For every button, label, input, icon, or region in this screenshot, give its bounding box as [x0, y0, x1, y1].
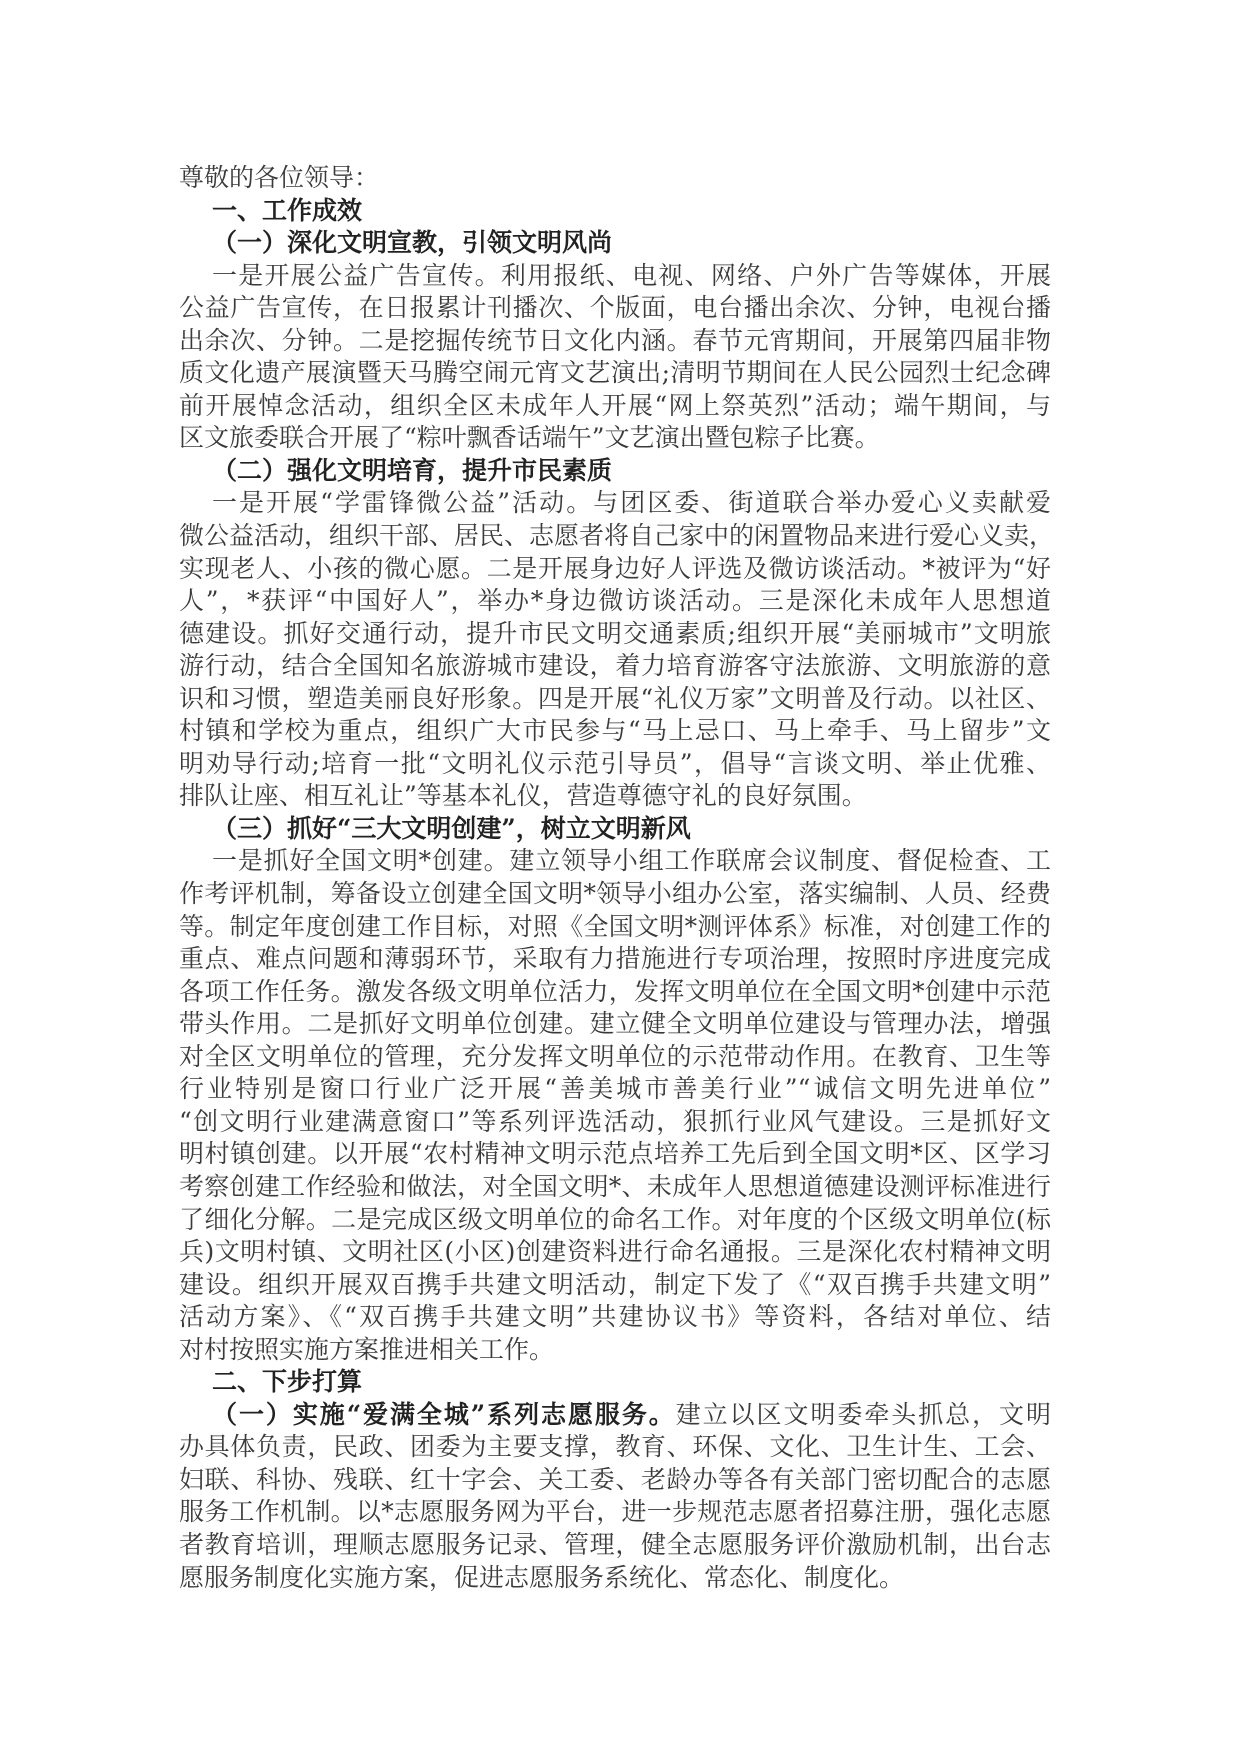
paragraph-line: 了细化分解。二是完成区级文明单位的命名工作。对年度的个区级文明单位(标 — [179, 1204, 1051, 1234]
paragraph-line: 重点、难点问题和薄弱环节，采取有力措施进行专项治理，按照时序进度完成 — [179, 944, 1051, 974]
paragraph-line: 等。制定年度创建工作目标，对照《全国文明*测评体系》标准，对创建工作的 — [179, 911, 1051, 941]
salutation: 尊敬的各位领导： — [179, 163, 380, 192]
paragraph-line: 一是抓好全国文明*创建。建立领导小组工作联席会议制度、督促检查、工 — [212, 846, 1051, 876]
paragraph-line: 带头作用。二是抓好文明单位创建。建立健全文明单位建设与管理办法，增强 — [179, 1009, 1051, 1039]
paragraph-text: 建立以区文明委牵头抓总，文明 — [675, 1399, 1051, 1429]
paragraph-line: 愿服务制度化实施方案，促进志愿服务系统化、常态化、制度化。 — [179, 1562, 905, 1592]
paragraph-line: 实现老人、小孩的微心愿。二是开展身边好人评选及微访谈活动。*被评为“好 — [179, 553, 1051, 583]
paragraph-line: 微公益活动，组织干部、居民、志愿者将自己家中的闲置物品来进行爱心义卖， — [179, 521, 1055, 551]
subsection-heading: （三）抓好“三大文明创建”，树立文明新风 — [212, 813, 691, 843]
document-body — [179, 162, 1055, 1594]
paragraph-line: 建设。组织开展双百携手共建文明活动，制定下发了《“双百携手共建文明” — [179, 1269, 1051, 1299]
paragraph-line: 质文化遗产展演暨天马腾空闹元宵文艺演出;清明节期间在人民公园烈士纪念碑 — [179, 358, 1051, 388]
paragraph-line — [179, 1399, 1051, 1432]
subsection-heading: （二）强化文明培育，提升市民素质 — [212, 455, 613, 485]
paragraph-line: 人”，*获评“中国好人”，举办*身边微访谈活动。三是深化未成年人思想道 — [179, 586, 1051, 616]
paragraph-line: 区文旅委联合开展了“粽叶飘香话端午”文艺演出暨包粽子比赛。 — [179, 423, 880, 453]
paragraph-line: 识和习惯，塑造美丽良好形象。四是开展“礼仪万家”文明普及行动。以社区、 — [179, 683, 1051, 713]
paragraph-line: 一是开展公益广告宣传。利用报纸、电视、网络、户外广告等媒体，开展 — [212, 260, 1051, 290]
paragraph-line: 对全区文明单位的管理，充分发挥文明单位的示范带动作用。在教育、卫生等 — [179, 1041, 1051, 1071]
paragraph-line: 排队让座、相互礼让”等基本礼仪，营造尊德守礼的良好氛围。 — [179, 781, 867, 811]
paragraph-line: 明劝导行动;培育一批“文明礼仪示范引导员”，倡导“言谈文明、举止优雅、 — [179, 748, 1051, 778]
paragraph-line: 村镇和学校为重点，组织广大市民参与“马上忌口、马上牵手、马上留步”文 — [179, 716, 1051, 746]
paragraph-line: 各项工作任务。激发各级文明单位活力，发挥文明单位在全国文明*创建中示范 — [179, 976, 1051, 1006]
paragraph-line: 明村镇创建。以开展“农村精神文明示范点培养工先后到全国文明*区、区学习 — [179, 1139, 1051, 1169]
paragraph-line: 公益广告宣传，在日报累计刊播次、个版面，电台播出余次、分钟，电视台播 — [179, 293, 1051, 323]
paragraph-line: “创文明行业建满意窗口”等系列评选活动，狠抓行业风气建设。三是抓好文 — [179, 1106, 1051, 1136]
paragraph-line: 行业特别是窗口行业广泛开展“善美城市善美行业”“诚信文明先进单位” — [179, 1074, 1051, 1104]
paragraph-line: 游行动，结合全国知名旅游城市建设，着力培育游客守法旅游、文明旅游的意 — [179, 651, 1051, 681]
subsection-heading: （一）深化文明宣教，引领文明风尚 — [212, 228, 613, 258]
paragraph-line: 服务工作机制。以*志愿服务网为平台，进一步规范志愿者招募注册，强化志愿 — [179, 1497, 1051, 1527]
paragraph-line: 者教育培训，理顺志愿服务记录、管理，健全志愿服务评价激励机制，出台志 — [179, 1529, 1051, 1559]
paragraph-line: 德建设。抓好交通行动，提升市民文明交通素质;组织开展“美丽城市”文明旅 — [179, 618, 1051, 648]
paragraph-line: 考察创建工作经验和做法，对全国文明*、未成年人思想道德建设测评标准进行 — [179, 1171, 1051, 1201]
paragraph-line: 前开展悼念活动，组织全区未成年人开展“网上祭英烈”活动；端午期间，与 — [179, 390, 1051, 420]
section-title: 一、工作成效 — [212, 195, 363, 225]
paragraph-line: 活动方案》、《“双百携手共建文明”共建协议书》等资料，各结对单位、结 — [179, 1302, 1051, 1332]
section-title: 二、下步打算 — [212, 1367, 363, 1397]
subsection-heading: （一）实施“爱满全城”系列志愿服务。 — [212, 1399, 676, 1429]
paragraph-line: 办具体负责，民政、团委为主要支撑，教育、环保、文化、卫生计生、工会、 — [179, 1432, 1051, 1462]
paragraph-line: 出余次、分钟。二是挖掘传统节日文化内涵。春节元宵期间，开展第四届非物 — [179, 325, 1051, 355]
paragraph-line: 作考评机制，筹备设立创建全国文明*领导小组办公室，落实编制、人员、经费 — [179, 879, 1051, 909]
paragraph-line: 妇联、科协、残联、红十字会、关工委、老龄办等各有关部门密切配合的志愿 — [179, 1464, 1051, 1494]
paragraph-line: 一是开展“学雷锋微公益”活动。与团区委、街道联合举办爱心义卖献爱 — [212, 488, 1051, 518]
paragraph-line: 对村按照实施方案推进相关工作。 — [179, 1334, 555, 1364]
paragraph-line: 兵)文明村镇、文明社区(小区)创建资料进行命名通报。三是深化农村精神文明 — [179, 1237, 1051, 1267]
